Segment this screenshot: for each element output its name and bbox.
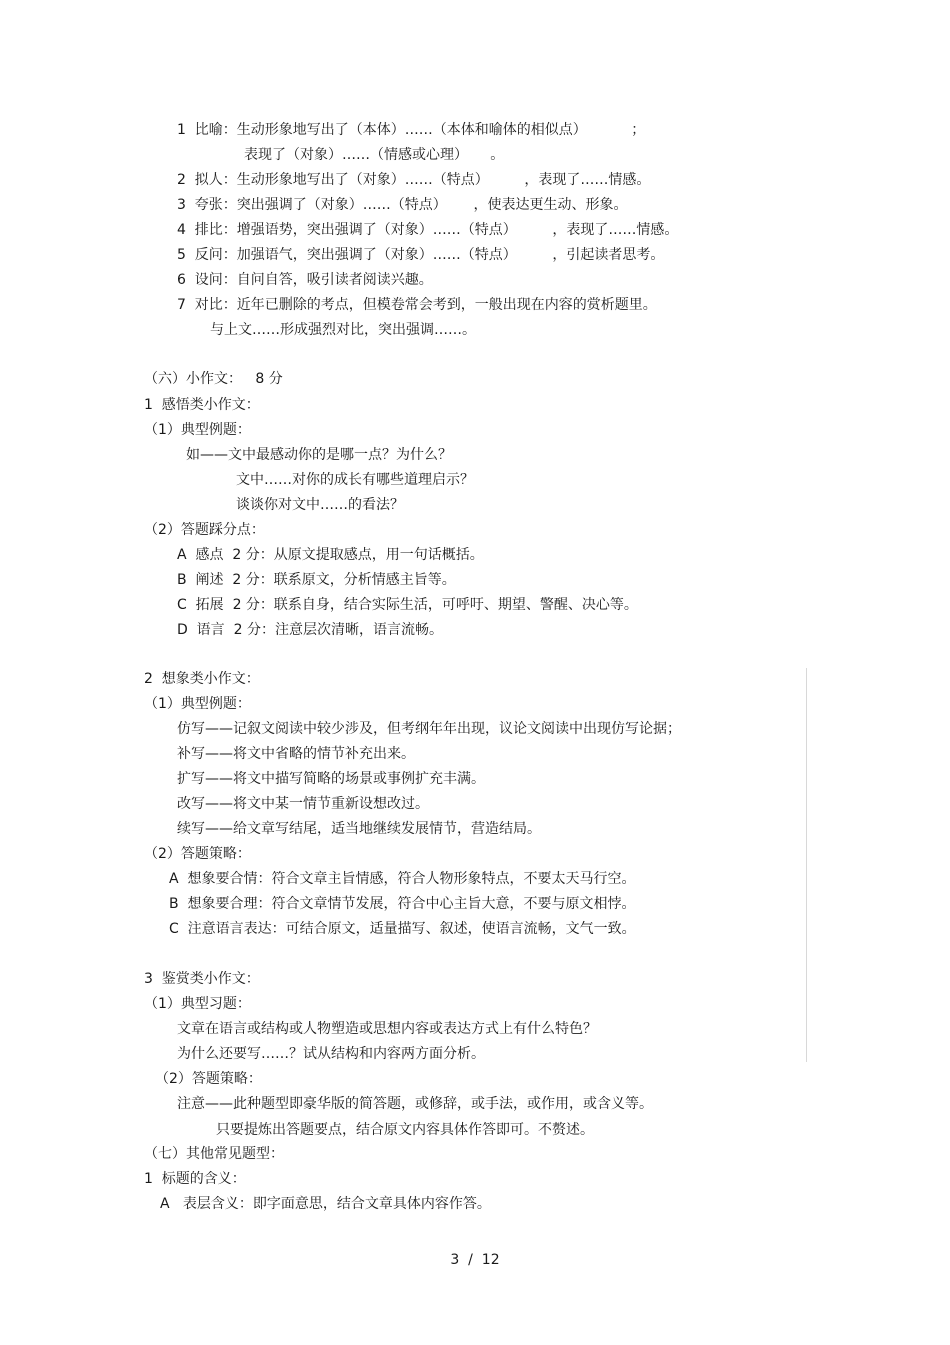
section6-title: （六）小作文： 8 分 (144, 371, 283, 387)
s3-question-2: 为什么还要写……？试从结构和内容两方面分析。 (177, 1046, 485, 1062)
s1-example-3: 谈谈你对文中……的看法？ (236, 497, 404, 513)
s1-sub2: （2）答题踩分点： (144, 522, 265, 538)
s1-point-d: D 语言 2 分：注意层次清晰，语言流畅。 (177, 622, 443, 638)
s3-sub2: （2）答题策略： (155, 1071, 262, 1087)
s3-answer-2: 只要提炼出答题要点，结合原文内容具体作答即可。不赘述。 (216, 1122, 594, 1138)
s3-title: 3 鉴赏类小作文： (144, 971, 260, 987)
s2-example-continue: 续写——给文章写结尾，适当地继续发展情节，营造结局。 (177, 821, 541, 837)
rhetoric-rhetorical-question: 5 反问：加强语气，突出强调了（对象）……（特点） ，引起读者思考。 (177, 247, 665, 263)
s2-sub2: （2）答题策略： (144, 846, 251, 862)
s1-example-1: 如——文中最感动你的是哪一点？为什么？ (186, 447, 452, 463)
s1-sub1: （1）典型例题： (144, 422, 251, 438)
s2-example-expand: 扩写——将文中描写简略的场景或事例扩充丰满。 (177, 771, 485, 787)
s2-example-rewrite: 改写——将文中某一情节重新设想改过。 (177, 796, 429, 812)
s2-example-supplement: 补写——将文中省略的情节补充出来。 (177, 746, 415, 762)
s7-title-meaning: 1 标题的含义： (144, 1171, 246, 1187)
s2-strategy-a: A 想象要合情：符合文章主旨情感，符合人物形象特点，不要太天马行空。 (169, 871, 636, 887)
s2-sub1: （1）典型例题： (144, 696, 251, 712)
rhetoric-contrast: 7 对比：近年已删除的考点，但模卷常会考到，一般出现在内容的赏析题里。 (177, 297, 657, 313)
s2-strategy-b: B 想象要合理：符合文章情节发展，符合中心主旨大意，不要与原文相悖。 (169, 896, 636, 912)
rhetoric-simile-cont: 表现了（对象）……（情感或心理） 。 (244, 147, 505, 163)
rhetoric-self-question: 6 设问：自问自答，吸引读者阅读兴趣。 (177, 272, 433, 288)
rhetoric-parallelism: 4 排比：增强语势，突出强调了（对象）……（特点） ，表现了……情感。 (177, 222, 679, 238)
s1-example-2: 文中……对你的成长有哪些道理启示？ (236, 472, 474, 488)
s1-point-a: A 感点 2 分：从原文提取感点，用一句话概括。 (177, 547, 484, 563)
s1-title: 1 感悟类小作文： (144, 397, 260, 413)
s2-example-imitate: 仿写——记叙文阅读中较少涉及，但考纲年年出现，议论文阅读中出现仿写论据； (177, 721, 681, 737)
s7-surface-meaning: A 表层含义：即字面意思，结合文章具体内容作答。 (160, 1196, 491, 1212)
s2-strategy-c: C 注意语言表达：可结合原文，适量描写、叙述，使语言流畅，文气一致。 (169, 921, 636, 937)
s3-sub1: （1）典型习题： (144, 996, 251, 1012)
s1-point-b: B 阐述 2 分：联系原文，分析情感主旨等。 (177, 572, 456, 588)
s3-question-1: 文章在语言或结构或人物塑造或思想内容或表达方式上有什么特色？ (177, 1021, 597, 1037)
s1-point-c: C 拓展 2 分：联系自身，结合实际生活，可呼吁、期望、警醒、决心等。 (177, 597, 638, 613)
s2-title: 2 想象类小作文： (144, 671, 260, 687)
rhetoric-simile: 1 比喻：生动形象地写出了（本体）……（本体和喻体的相似点） ； (177, 122, 646, 138)
rhetoric-exaggeration: 3 夸张：突出强调了（对象）……（特点） ，使表达更生动、形象。 (177, 197, 628, 213)
section7-title: （七）其他常见题型： (144, 1146, 284, 1162)
s3-answer-1: 注意——此种题型即豪华版的简答题，或修辞，或手法，或作用，或含义等。 (177, 1096, 653, 1112)
rhetoric-contrast-cont: 与上文……形成强烈对比，突出强调……。 (210, 322, 476, 338)
page-number: 3 / 12 (450, 1252, 500, 1268)
rhetoric-personification: 2 拟人：生动形象地写出了（对象）……（特点） ，表现了……情感。 (177, 172, 651, 188)
margin-rule (806, 668, 807, 1062)
